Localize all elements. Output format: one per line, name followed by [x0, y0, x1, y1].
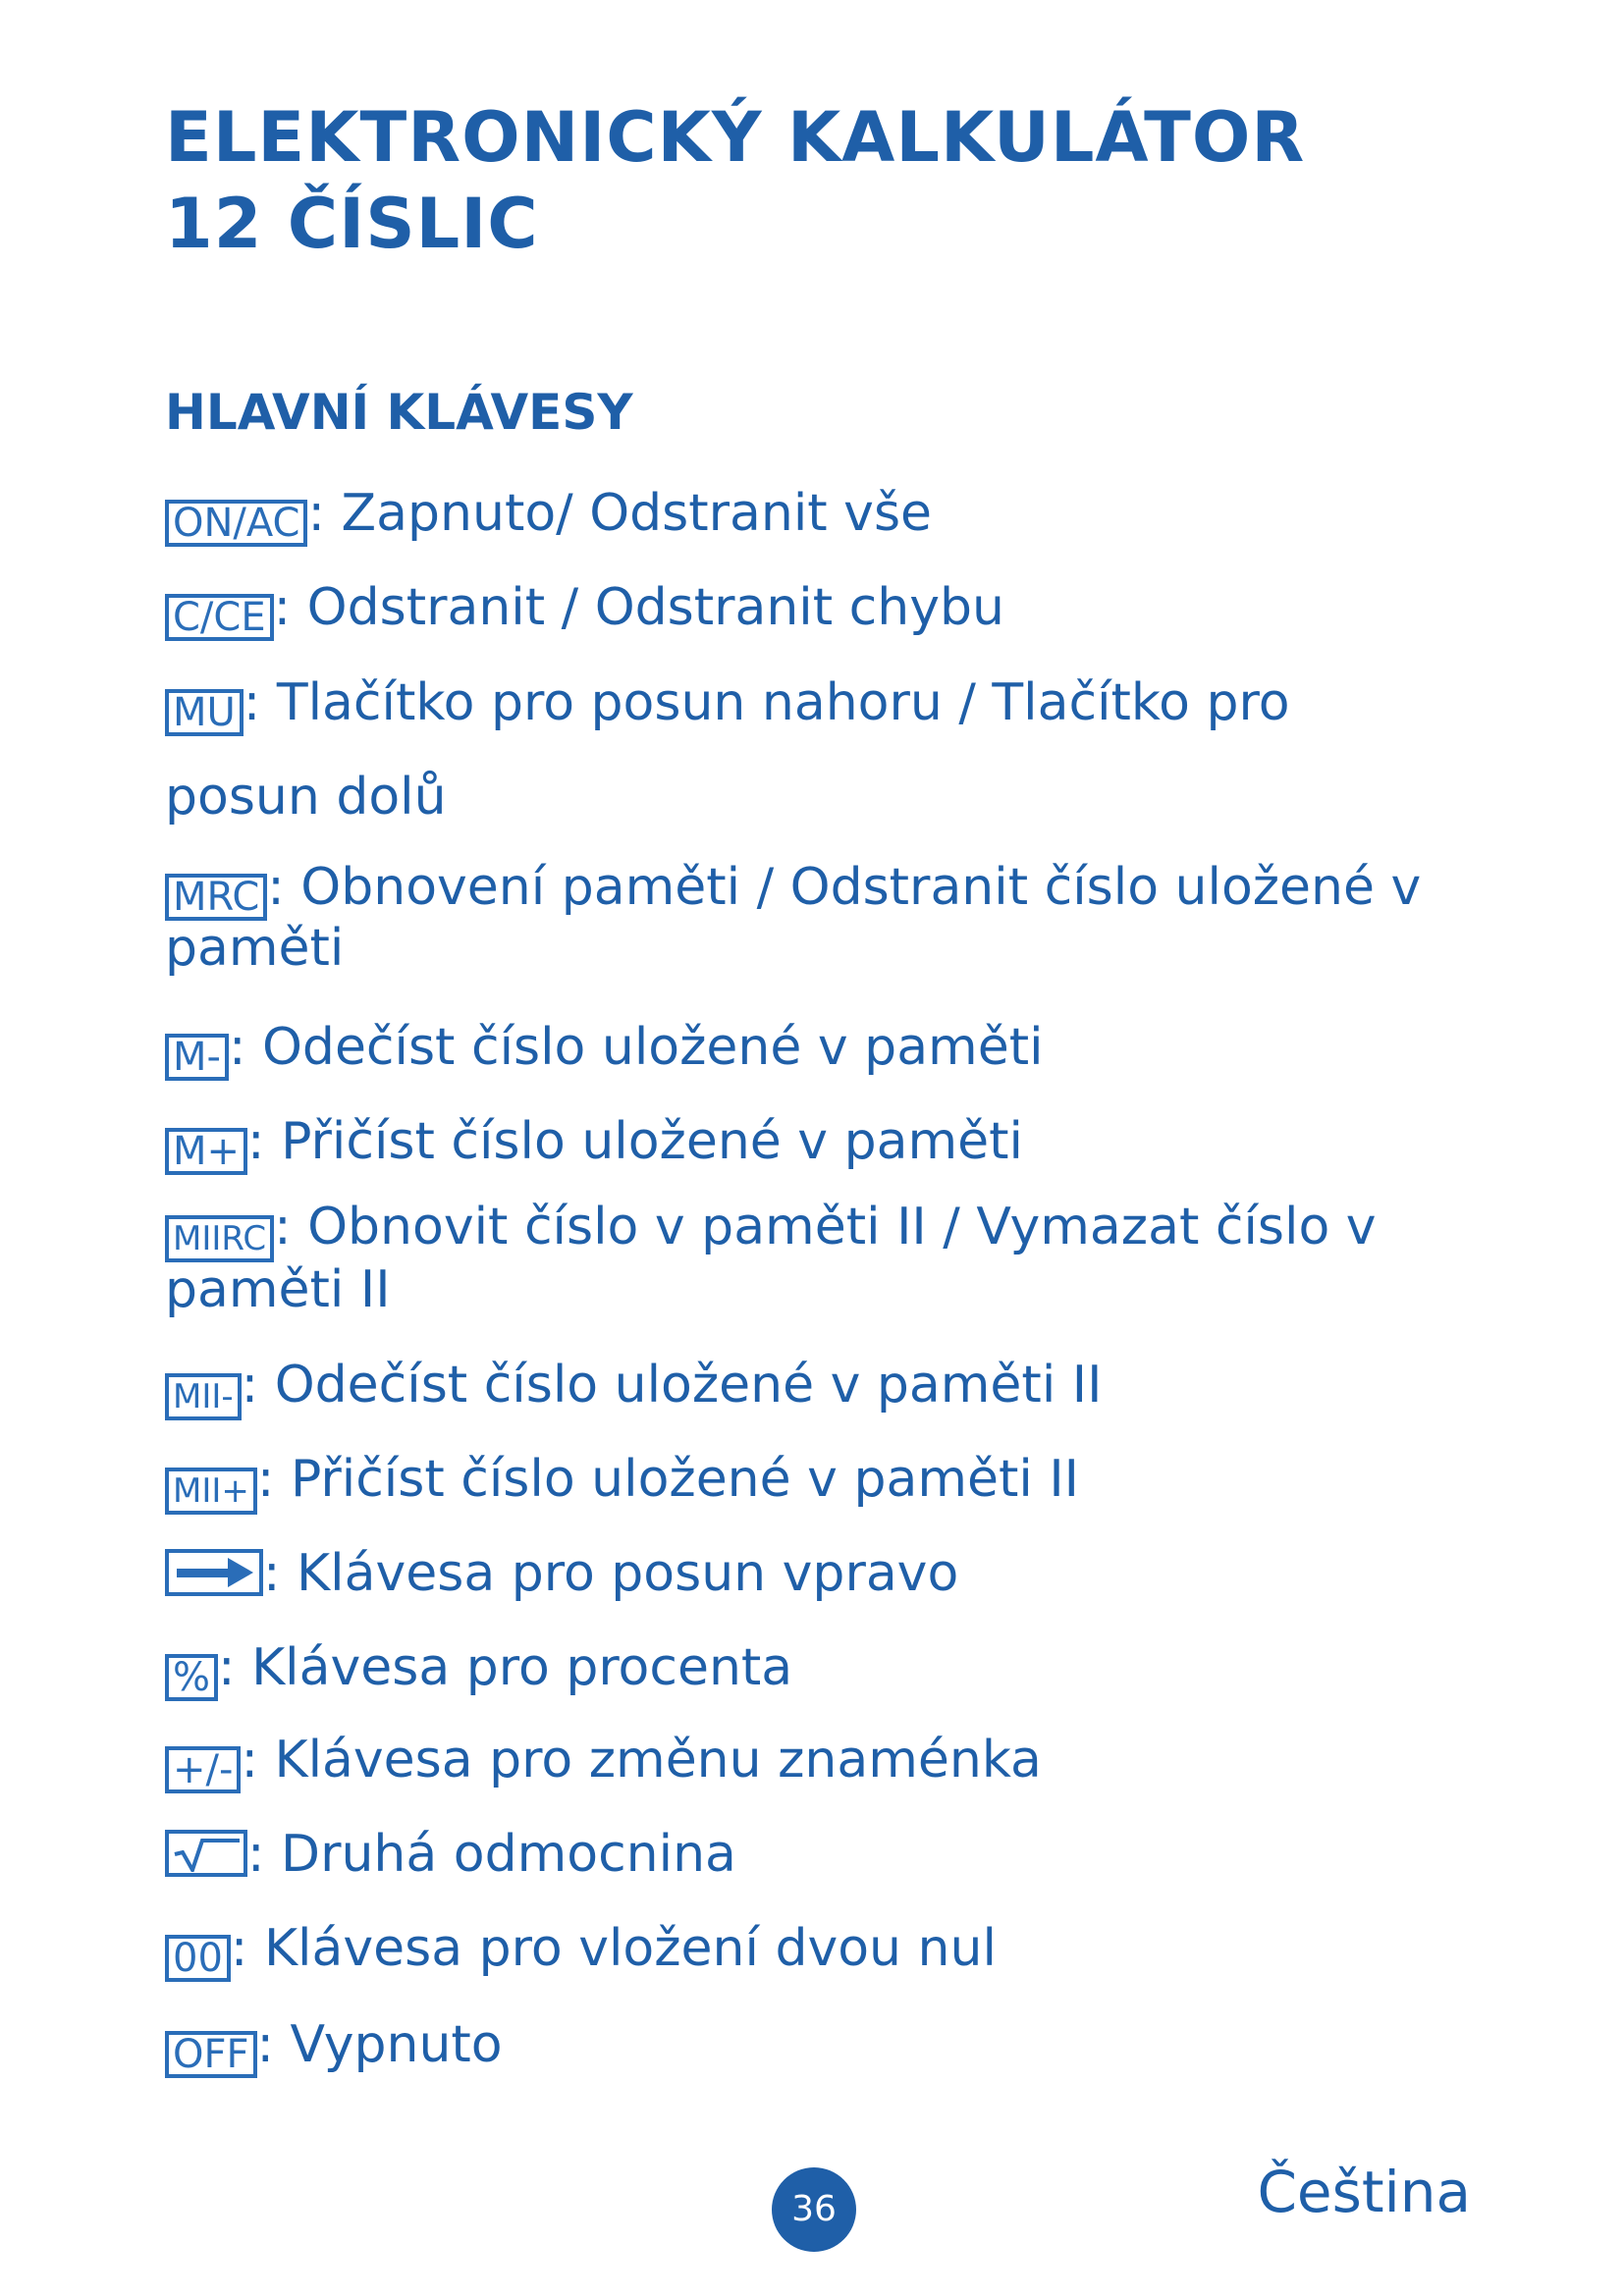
key-on-ac-icon: ON/AC	[165, 500, 307, 547]
key-description: : Klávesa pro procenta	[218, 1638, 793, 1697]
key-off-icon: OFF	[165, 2031, 257, 2078]
section-heading: HLAVNÍ KLÁVESY	[165, 384, 633, 441]
key-description: : Zapnuto/ Odstranit vše	[307, 484, 933, 543]
right-arrow-icon	[165, 1549, 263, 1596]
key-description: : Obnovit číslo v paměti II / Vymazat číslo v paměti II	[165, 1198, 1377, 1319]
key-description: : Odečíst číslo uložené v paměti II	[241, 1356, 1103, 1415]
key-description: : Odečíst číslo uložené v paměti	[228, 1018, 1044, 1077]
key-row-plus-minus	[165, 1730, 1481, 1793]
title-line-2: 12 ČÍSLIC	[165, 184, 539, 264]
key-double-zero-icon: 00	[165, 1935, 231, 1982]
key-description: : Přičíst číslo uložené v paměti	[247, 1112, 1023, 1171]
key-row-on-ac	[165, 483, 1481, 547]
key-row-mii-minus	[165, 1355, 1481, 1420]
document-title	[165, 94, 1305, 267]
key-mu-icon: MU	[165, 689, 244, 736]
key-row-square-root	[165, 1824, 1481, 1885]
key-row-mrc	[165, 860, 1471, 976]
title-line-1: ELEKTRONICKÝ KALKULÁTOR	[165, 97, 1306, 178]
key-c-ce-icon: C/CE	[165, 594, 274, 641]
key-mrc-icon: MRC	[165, 874, 267, 921]
key-row-mu	[165, 656, 1402, 844]
key-description: : Obnovení paměti / Odstranit číslo uložené v paměti	[165, 858, 1422, 978]
key-description: : Vypnuto	[256, 2015, 503, 2074]
key-percent-icon: %	[165, 1654, 218, 1701]
language-label: Čeština	[1257, 2159, 1471, 2225]
key-mii-plus-icon: MII+	[165, 1468, 257, 1515]
key-row-percent	[165, 1637, 1481, 1701]
square-root-icon-svg	[173, 1837, 242, 1872]
key-m-minus-icon: M-	[165, 1034, 229, 1081]
key-row-c-ce	[165, 577, 1481, 641]
square-root-icon	[165, 1830, 247, 1877]
key-row-mii-plus	[165, 1449, 1481, 1515]
key-row-off	[165, 2014, 1481, 2078]
page-number-badge: 36	[772, 2167, 856, 2252]
key-description: : Klávesa pro vložení dvou nul	[230, 1919, 997, 1978]
key-row-m-minus	[165, 1017, 1481, 1081]
key-row-right-arrow	[165, 1543, 1481, 1604]
key-description: : Klávesa pro posun vpravo	[263, 1544, 959, 1603]
key-description: : Druhá odmocnina	[247, 1825, 736, 1884]
key-m-plus-icon: M+	[165, 1128, 247, 1175]
key-description: : Klávesa pro změnu znaménka	[241, 1731, 1042, 1789]
key-description: : Odstranit / Odstranit chybu	[273, 578, 1004, 637]
right-arrow-icon-svg	[173, 1556, 255, 1589]
key-row-m-plus	[165, 1111, 1481, 1175]
key-mii-minus-icon: MII-	[165, 1373, 242, 1420]
key-description: : Přičíst číslo uložené v paměti II	[256, 1450, 1080, 1509]
key-description: : Tlačítko pro posun nahoru / Tlačítko pro posun dolů	[165, 673, 1290, 827]
key-plus-minus-icon: +/-	[165, 1746, 241, 1793]
key-row-mii-rc	[165, 1200, 1461, 1317]
key-mii-rc-icon: MIIRC	[165, 1215, 274, 1262]
key-row-double-zero	[165, 1918, 1481, 1982]
